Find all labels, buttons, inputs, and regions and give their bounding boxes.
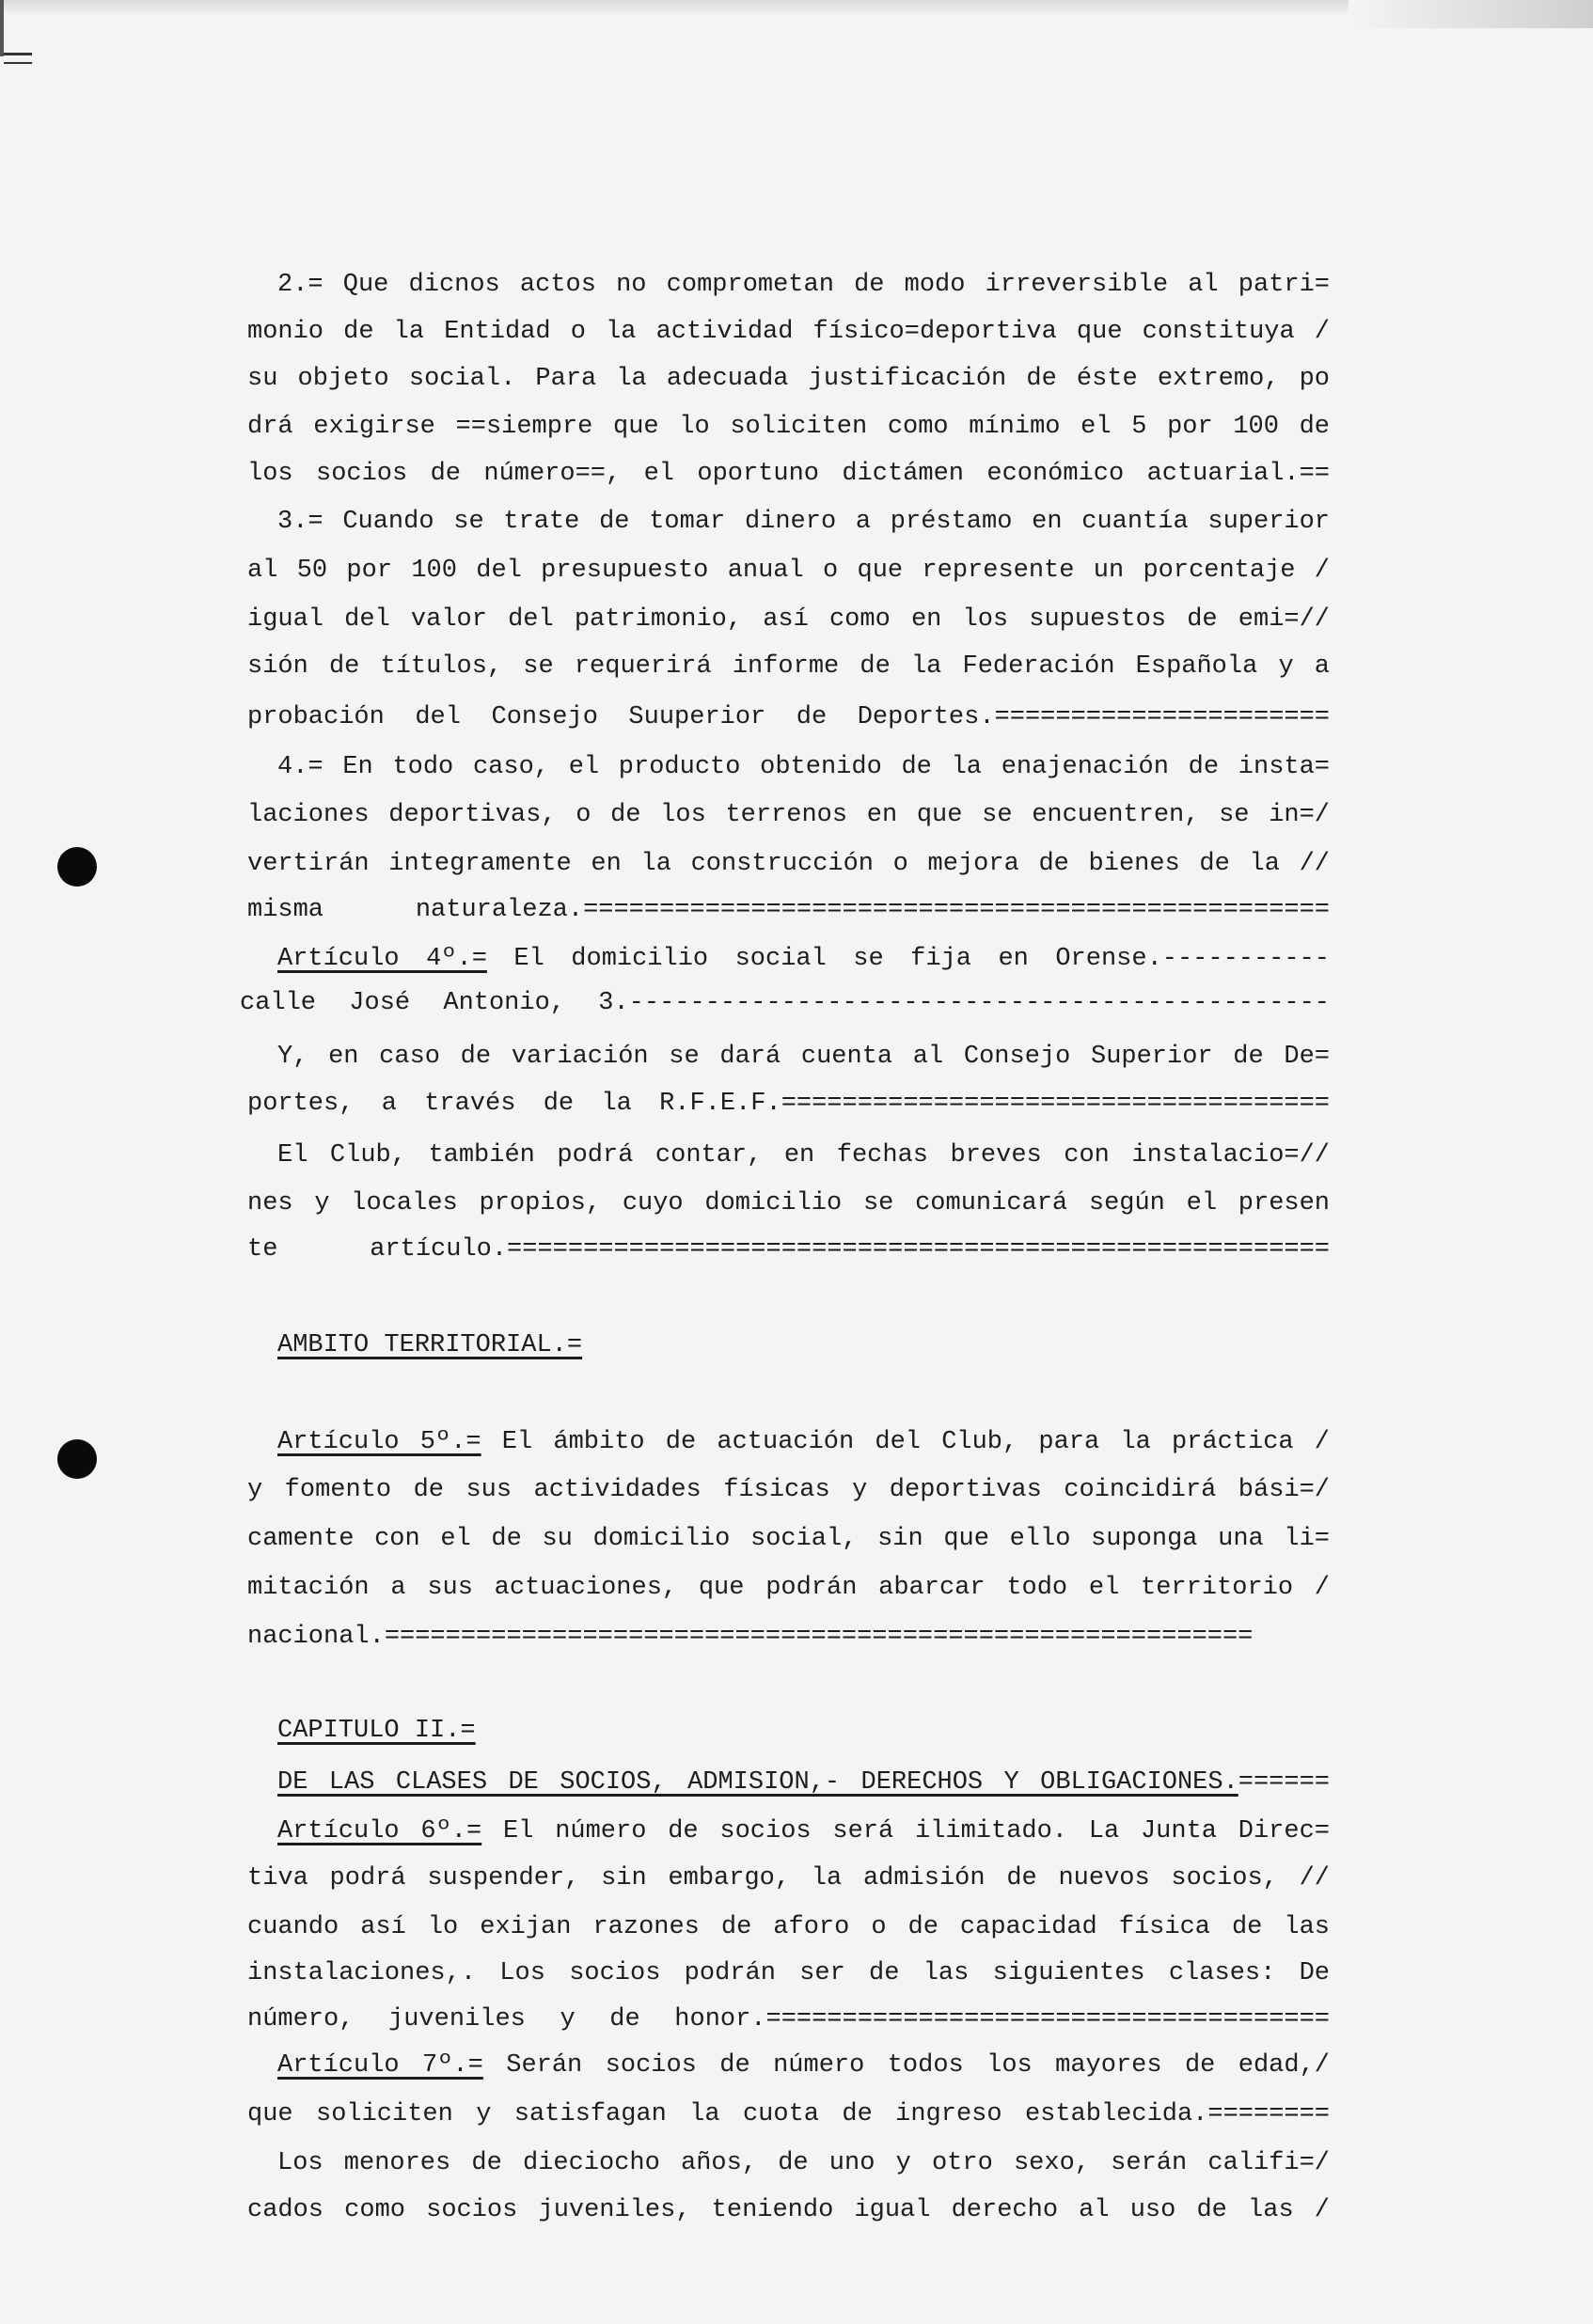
section-heading <box>277 1328 582 1362</box>
scan-left-edge <box>0 0 4 56</box>
text-line <box>277 942 1330 976</box>
line-text: los socios de número==, el oportuno dictámen económico actuarial.== <box>247 460 1330 488</box>
line-text: El Club, también podrá contar, en fechas breves con instalacio=// <box>277 1141 1330 1170</box>
line-text: portes, a través de la R.F.E.F.==================================== <box>247 1090 1330 1118</box>
text-line <box>277 2049 1330 2082</box>
text-line <box>277 1425 1330 1459</box>
text-line <box>277 1138 1330 1172</box>
line-text: ====== <box>1238 1768 1330 1797</box>
text-line <box>247 847 1330 881</box>
underlined-label: Artículo 5º.= <box>277 1428 481 1456</box>
line-text: su objeto social. Para la adecuada justificación de éste extremo, po <box>247 365 1330 393</box>
line-text: probación del Consejo Suuperior de Deportes.====================== <box>247 703 1330 731</box>
line-text: misma naturaleza.================================================= <box>247 896 1330 924</box>
line-text: sión de títulos, se requerirá informe de la Federación Española y a <box>247 652 1330 681</box>
text-line <box>247 798 1330 832</box>
text-line <box>247 650 1330 683</box>
line-text: monio de la Entidad o la actividad físico=deportiva que constituya / <box>247 318 1330 346</box>
text-line <box>247 362 1330 396</box>
line-text: El domicilio social se fija en Orense.----------- <box>486 945 1330 973</box>
text-line <box>247 315 1330 349</box>
text-line <box>277 268 1330 302</box>
line-text: y fomento de sus actividades físicas y deportivas coincidirá bási=/ <box>247 1476 1330 1504</box>
underlined-label: Artículo 7º.= <box>277 2051 483 2080</box>
line-text: cuando así lo exijan razones de aforo o de capacidad física de las <box>247 1913 1330 1941</box>
text-line <box>247 2002 1330 2036</box>
text-line <box>247 2193 1330 2227</box>
text-line <box>247 1473 1330 1507</box>
line-text: camente con el de su domicilio social, sin que ello suponga una li= <box>247 1525 1330 1553</box>
line-text: Y, en caso de variación se dará cuenta al Consejo Superior de De= <box>277 1043 1330 1071</box>
line-text: igual del valor del patrimonio, así como en los supuestos de emi=// <box>247 605 1330 634</box>
scan-shadow <box>1349 0 1593 28</box>
section-heading <box>277 1714 476 1748</box>
text-line <box>247 457 1330 491</box>
line-text: cados como socios juveniles, teniendo igual derecho al uso de las / <box>247 2196 1330 2224</box>
underlined-label: Artículo 4º.= <box>277 945 487 973</box>
line-text: El número de socios será ilimitado. La Junta Direc= <box>481 1817 1330 1845</box>
line-text: Los menores de dieciocho años, de uno y otro sexo, serán califi=/ <box>277 2149 1330 2177</box>
line-text: te artículo.====================================================== <box>247 1235 1330 1264</box>
line-text: 2.= Que dicnos actos no comprometan de modo irreversible al patri= <box>277 271 1330 299</box>
underlined-label: DE LAS CLASES DE SOCIOS, ADMISION,- DERECHOS Y OBLIGACIONES. <box>277 1768 1238 1797</box>
underlined-label: CAPITULO II.= <box>277 1717 476 1745</box>
line-text: instalaciones,. Los socios podrán ser de las siguientes clases: De <box>247 1959 1330 1987</box>
text-line <box>277 505 1330 539</box>
text-line <box>247 1956 1330 1990</box>
underlined-label: AMBITO TERRITORIAL.= <box>277 1331 583 1359</box>
text-line <box>247 1522 1330 1556</box>
text-line <box>247 410 1330 444</box>
text-line <box>277 750 1330 784</box>
text-line <box>247 1571 1330 1605</box>
text-line <box>247 893 1330 927</box>
margin-mark <box>4 53 32 55</box>
underlined-label: Artículo 6º.= <box>277 1817 482 1845</box>
text-line <box>247 554 1330 588</box>
line-text: mitación a sus actuaciones, que podrán abarcar todo el territorio / <box>247 1574 1330 1602</box>
line-text: El ámbito de actuación del Club, para la práctica / <box>481 1428 1330 1456</box>
text-line <box>277 1814 1330 1848</box>
text-line <box>247 700 1330 734</box>
line-text: drá exigirse ==siempre que lo soliciten como mínimo el 5 por 100 de <box>247 413 1330 441</box>
line-text: laciones deportivas, o de los terrenos en que se encuentren, se in=/ <box>247 801 1330 829</box>
text-line <box>247 1233 1330 1266</box>
text-line <box>247 1861 1330 1895</box>
text-line <box>247 1620 1330 1654</box>
line-text: vertirán integramente en la construcción o mejora de bienes de la // <box>247 850 1330 878</box>
text-line <box>247 603 1330 636</box>
line-text: calle José Antonio, 3.---------------------------------------------- <box>240 989 1330 1017</box>
line-text: 4.= En todo caso, el producto obtenido de la enajenación de insta= <box>277 753 1330 781</box>
text-line <box>277 2146 1330 2180</box>
line-text: nacional.========================================================= <box>247 1623 1254 1651</box>
line-text: nes y locales propios, cuyo domicilio se comunicará según el presen <box>247 1189 1330 1217</box>
text-line <box>247 1087 1330 1121</box>
punch-hole <box>57 1439 97 1479</box>
line-text: número, juveniles y de honor.===================================== <box>247 2005 1330 2034</box>
punch-hole <box>57 847 97 887</box>
text-line <box>277 1766 1330 1799</box>
text-line <box>247 2097 1330 2131</box>
line-text: que soliciten y satisfagan la cuota de ingreso establecida.======== <box>247 2100 1330 2128</box>
margin-mark <box>4 62 32 64</box>
text-line <box>247 1910 1330 1944</box>
text-line <box>247 1186 1330 1220</box>
text-line <box>240 986 1330 1020</box>
text-line <box>277 1040 1330 1074</box>
line-text: tiva podrá suspender, sin embargo, la admisión de nuevos socios, // <box>247 1864 1330 1892</box>
line-text: al 50 por 100 del presupuesto anual o que represente un porcentaje / <box>247 557 1330 585</box>
line-text: Serán socios de número todos los mayores de edad,/ <box>482 2051 1330 2080</box>
line-text: 3.= Cuando se trate de tomar dinero a préstamo en cuantía superior <box>277 508 1330 536</box>
